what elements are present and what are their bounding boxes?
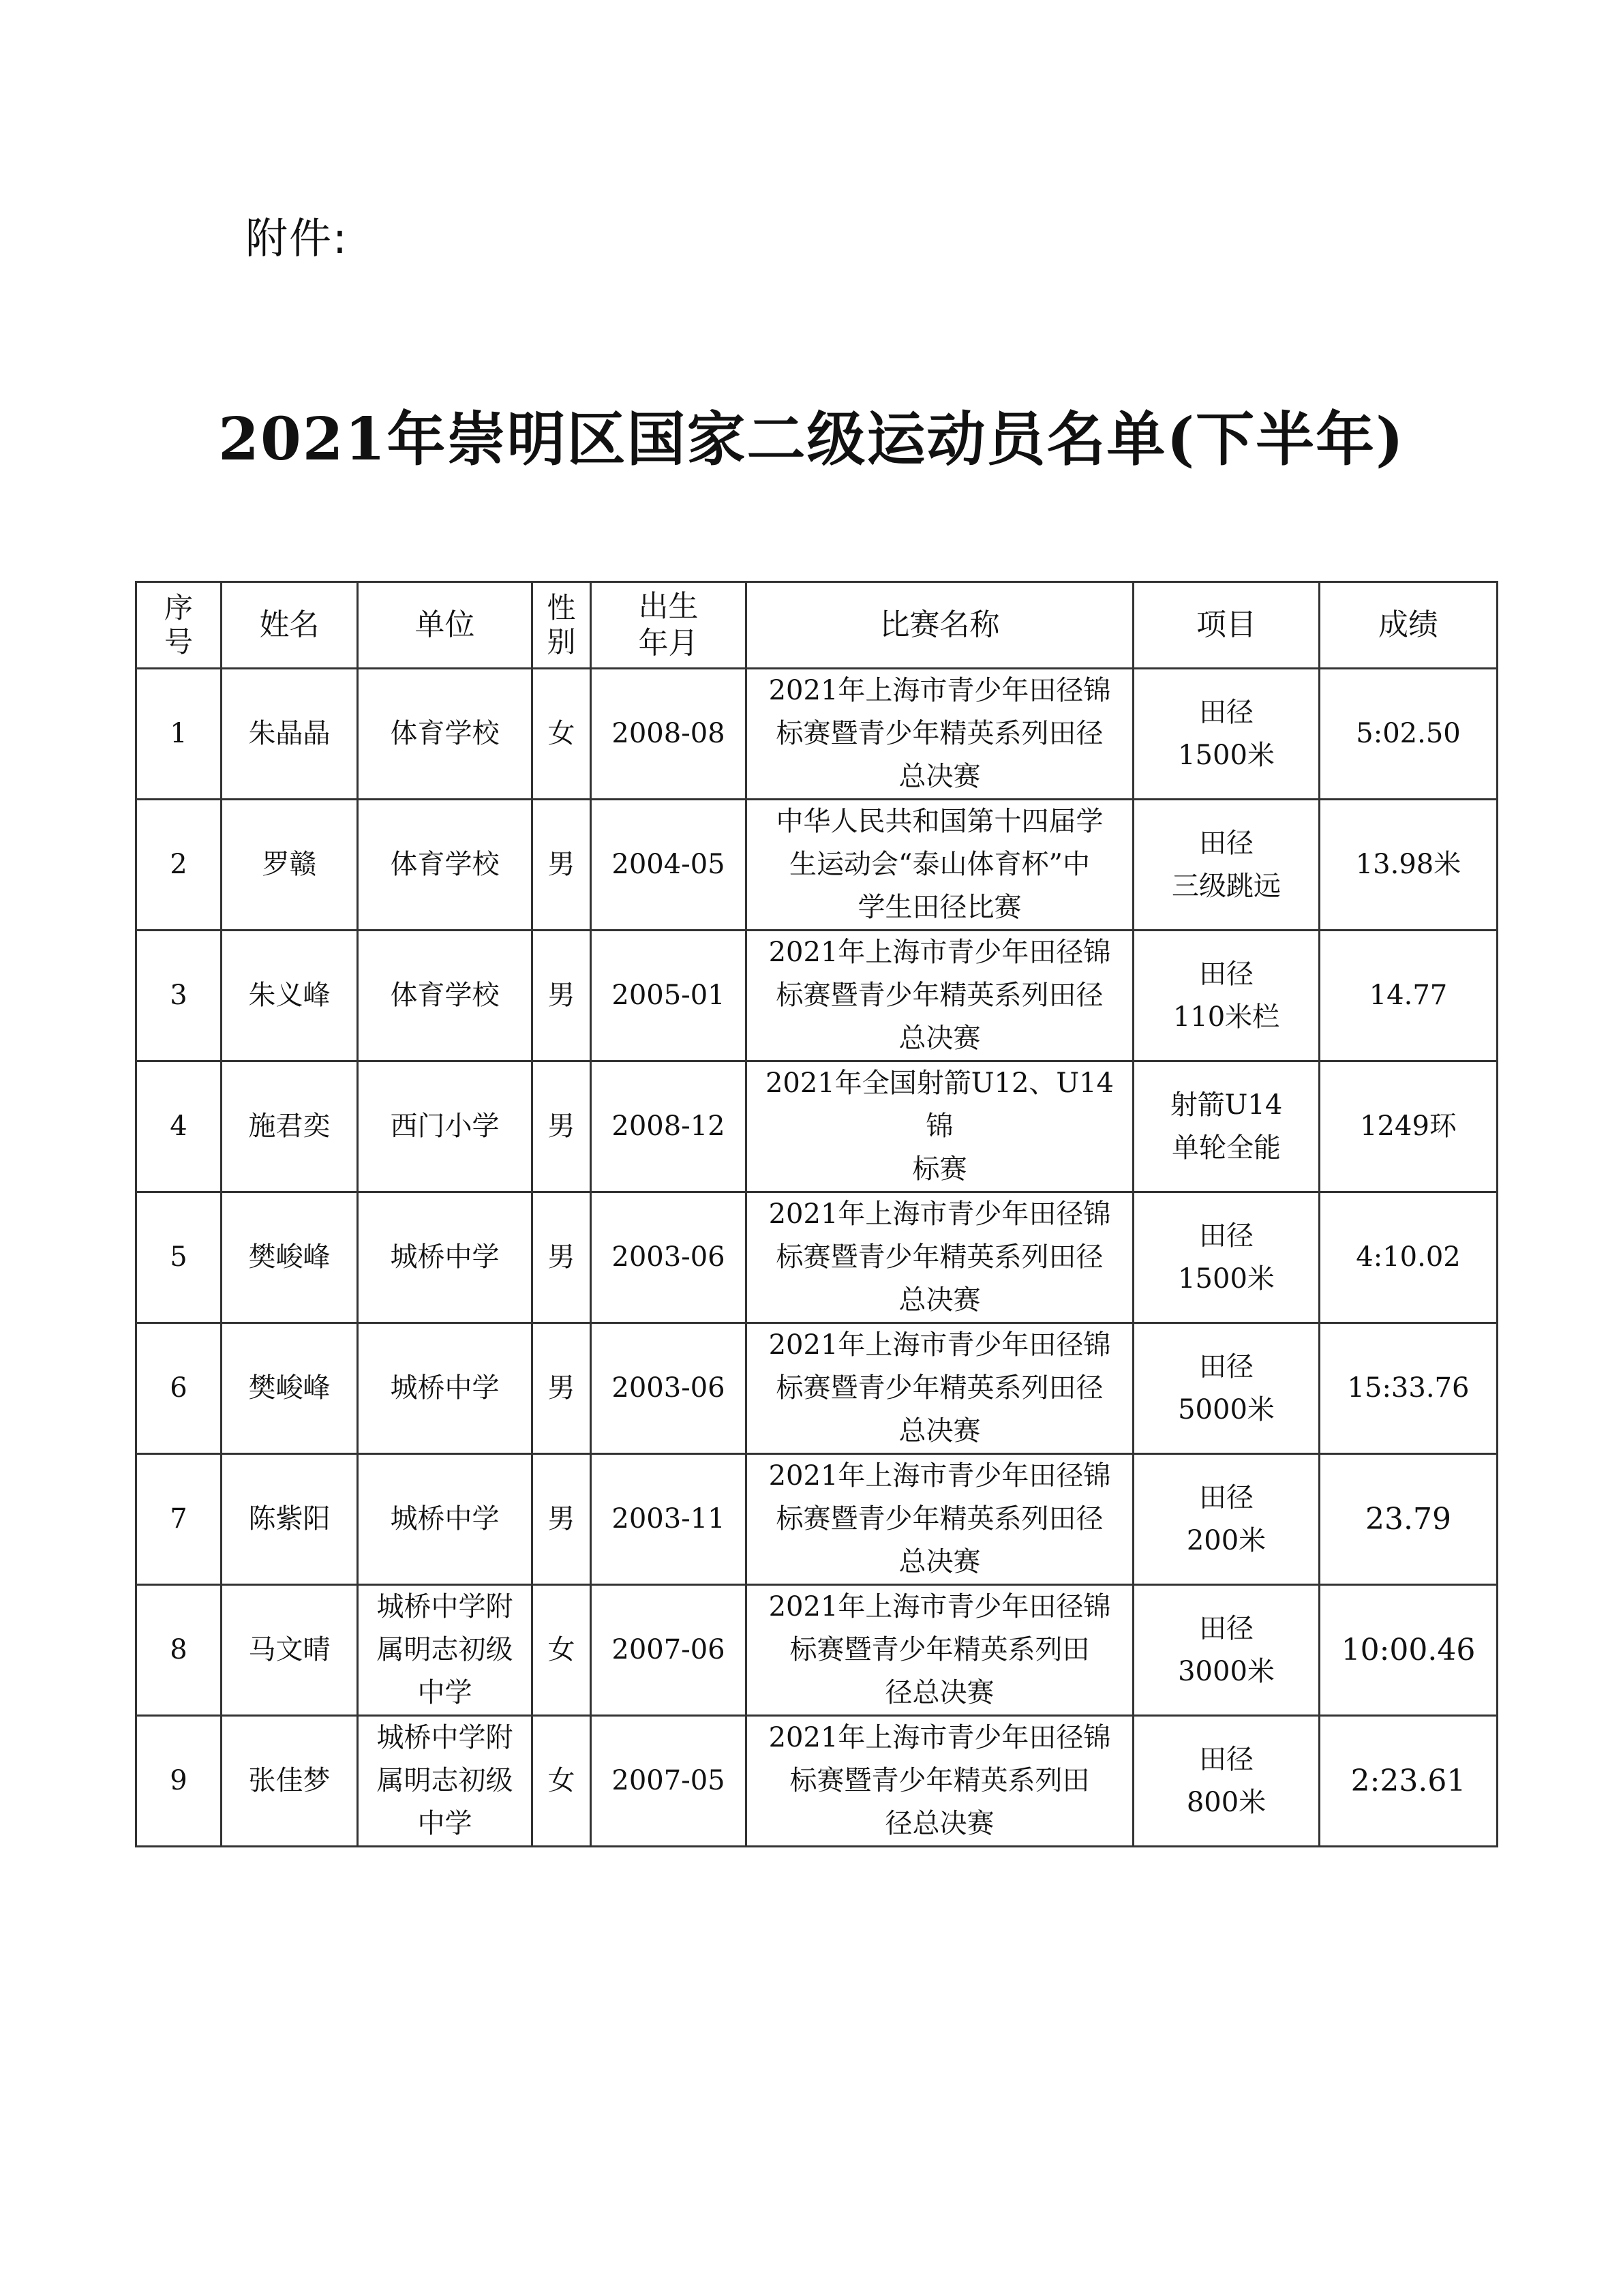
cell-number: 6 (136, 1323, 222, 1454)
cell-birth: 2003-06 (591, 1323, 746, 1454)
cell-result: 5:02.50 (1320, 669, 1498, 800)
cell-competition: 2021年全国射箭U12、U14锦 标赛 (746, 1061, 1134, 1192)
cell-name: 施君奕 (222, 1061, 358, 1192)
cell-name: 朱晶晶 (222, 669, 358, 800)
column-header-name: 姓名 (222, 582, 358, 669)
cell-unit: 城桥中学 (358, 1192, 532, 1323)
cell-name: 樊峻峰 (222, 1323, 358, 1454)
cell-gender: 女 (532, 1716, 591, 1847)
cell-number: 5 (136, 1192, 222, 1323)
cell-name: 樊峻峰 (222, 1192, 358, 1323)
table-header-row (136, 582, 1498, 669)
cell-unit: 西门小学 (358, 1061, 532, 1192)
table-row (136, 800, 1498, 931)
column-header-gender: 性 别 (532, 582, 591, 669)
cell-competition: 2021年上海市青少年田径锦 标赛暨青少年精英系列田径 总决赛 (746, 669, 1134, 800)
cell-name: 马文晴 (222, 1585, 358, 1716)
cell-event: 田径 110米栏 (1134, 931, 1320, 1061)
cell-number: 4 (136, 1061, 222, 1192)
cell-name: 朱义峰 (222, 931, 358, 1061)
cell-gender: 男 (532, 1061, 591, 1192)
cell-gender: 男 (532, 1454, 591, 1585)
column-header-event: 项目 (1134, 582, 1320, 669)
column-header-unit: 单位 (358, 582, 532, 669)
cell-name: 陈紫阳 (222, 1454, 358, 1585)
cell-birth: 2003-11 (591, 1454, 746, 1585)
cell-result: 13.98米 (1320, 800, 1498, 931)
page-title: 2021年崇明区国家二级运动员名单(下半年) (218, 405, 1405, 474)
cell-result: 14.77 (1320, 931, 1498, 1061)
table-row (136, 931, 1498, 1061)
cell-birth: 2004-05 (591, 800, 746, 931)
cell-event: 田径 200米 (1134, 1454, 1320, 1585)
cell-competition: 2021年上海市青少年田径锦 标赛暨青少年精英系列田径 总决赛 (746, 931, 1134, 1061)
cell-gender: 男 (532, 1323, 591, 1454)
cell-unit: 城桥中学 (358, 1323, 532, 1454)
cell-result: 10:00.46 (1320, 1585, 1498, 1716)
cell-gender: 女 (532, 1585, 591, 1716)
cell-unit: 体育学校 (358, 931, 532, 1061)
cell-event: 田径 800米 (1134, 1716, 1320, 1847)
cell-birth: 2007-06 (591, 1585, 746, 1716)
cell-unit: 体育学校 (358, 800, 532, 931)
cell-gender: 男 (532, 1192, 591, 1323)
cell-number: 1 (136, 669, 222, 800)
table-row (136, 1192, 1498, 1323)
cell-competition: 2021年上海市青少年田径锦 标赛暨青少年精英系列田径 总决赛 (746, 1192, 1134, 1323)
table-row (136, 1454, 1498, 1585)
cell-unit: 城桥中学 (358, 1454, 532, 1585)
table-row (136, 669, 1498, 800)
column-header-birth: 出生 年月 (591, 582, 746, 669)
cell-unit: 城桥中学附 属明志初级 中学 (358, 1585, 532, 1716)
table-row (136, 1323, 1498, 1454)
cell-number: 9 (136, 1716, 222, 1847)
attachment-label: 附件: (245, 213, 348, 263)
column-header-competition: 比赛名称 (746, 582, 1134, 669)
cell-competition: 2021年上海市青少年田径锦 标赛暨青少年精英系列田 径总决赛 (746, 1585, 1134, 1716)
athlete-roster-table (135, 581, 1498, 1847)
cell-event: 田径 3000米 (1134, 1585, 1320, 1716)
cell-name: 罗赣 (222, 800, 358, 931)
cell-birth: 2007-05 (591, 1716, 746, 1847)
cell-result: 1249环 (1320, 1061, 1498, 1192)
cell-result: 23.79 (1320, 1454, 1498, 1585)
cell-event: 田径 三级跳远 (1134, 800, 1320, 931)
column-header-number: 序 号 (136, 582, 222, 669)
table-row (136, 1061, 1498, 1192)
cell-result: 15:33.76 (1320, 1323, 1498, 1454)
cell-birth: 2005-01 (591, 931, 746, 1061)
cell-result: 4:10.02 (1320, 1192, 1498, 1323)
cell-competition: 中华人民共和国第十四届学 生运动会“泰山体育杯”中 学生田径比赛 (746, 800, 1134, 931)
column-header-result: 成绩 (1320, 582, 1498, 669)
cell-unit: 体育学校 (358, 669, 532, 800)
cell-number: 8 (136, 1585, 222, 1716)
cell-event: 田径 5000米 (1134, 1323, 1320, 1454)
cell-gender: 女 (532, 669, 591, 800)
cell-event: 田径 1500米 (1134, 1192, 1320, 1323)
cell-birth: 2008-08 (591, 669, 746, 800)
cell-name: 张佳梦 (222, 1716, 358, 1847)
cell-birth: 2008-12 (591, 1061, 746, 1192)
cell-number: 7 (136, 1454, 222, 1585)
cell-competition: 2021年上海市青少年田径锦 标赛暨青少年精英系列田径 总决赛 (746, 1454, 1134, 1585)
table-row (136, 1716, 1498, 1847)
table-row (136, 1585, 1498, 1716)
cell-number: 3 (136, 931, 222, 1061)
cell-competition: 2021年上海市青少年田径锦 标赛暨青少年精英系列田径 总决赛 (746, 1323, 1134, 1454)
cell-gender: 男 (532, 800, 591, 931)
cell-event: 田径 1500米 (1134, 669, 1320, 800)
cell-event: 射箭U14 单轮全能 (1134, 1061, 1320, 1192)
cell-gender: 男 (532, 931, 591, 1061)
cell-unit: 城桥中学附 属明志初级 中学 (358, 1716, 532, 1847)
cell-birth: 2003-06 (591, 1192, 746, 1323)
cell-competition: 2021年上海市青少年田径锦 标赛暨青少年精英系列田 径总决赛 (746, 1716, 1134, 1847)
cell-number: 2 (136, 800, 222, 931)
cell-result: 2:23.61 (1320, 1716, 1498, 1847)
